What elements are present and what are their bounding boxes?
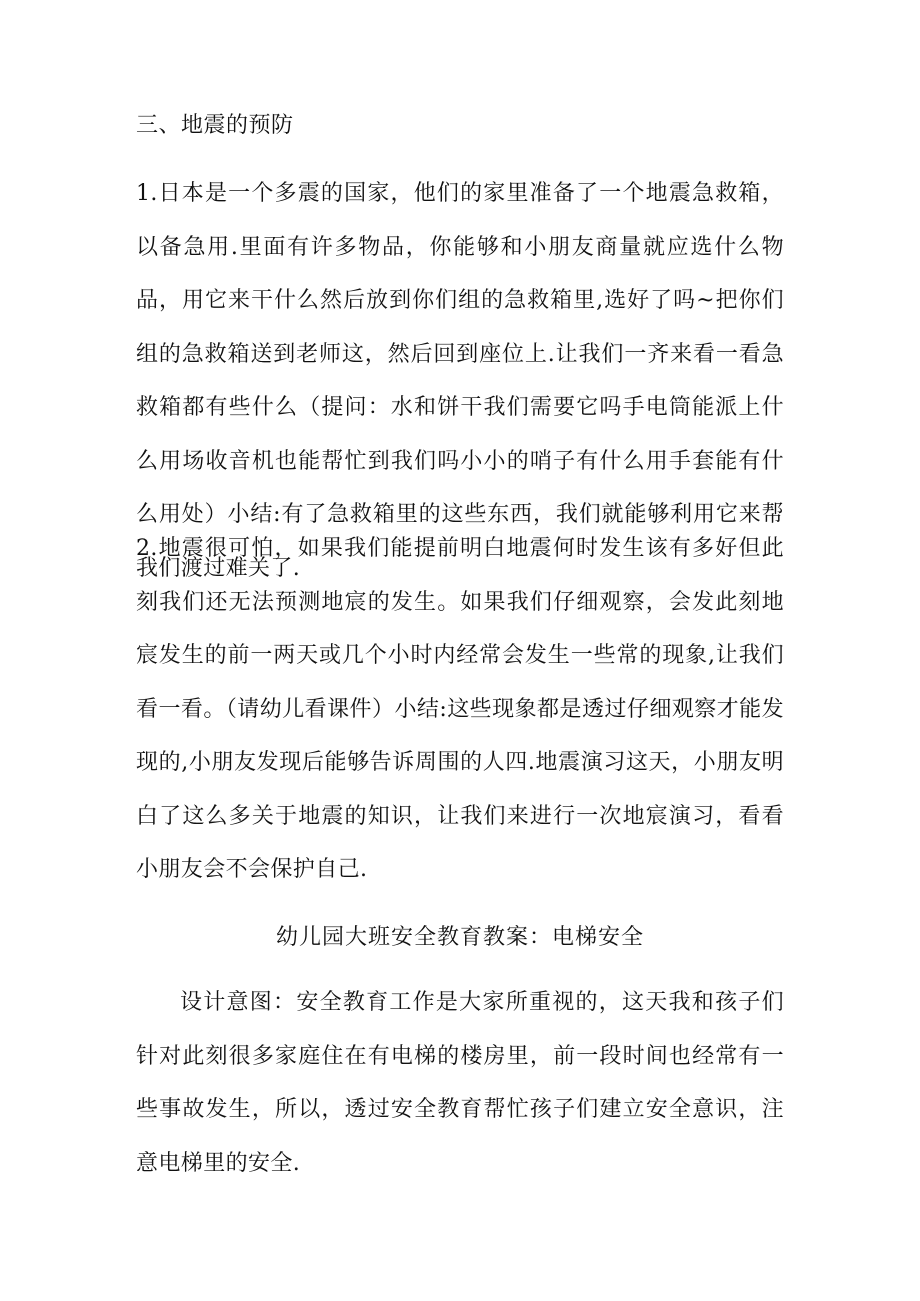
paragraph-earthquake-prediction: 2.地震很可怕，如果我们能提前明白地震何时发生该有多好但此刻我们还无法预测地宸的发生。如果我们仔细观察，会发此刻地宸发生的前一两天或几个小时内经常会发生一些常的现象,让我们看一看。（请幼儿看课件）小结:这些现象都是透过仔细观察才能发现的,小朋友发现后能够告诉周围的人四.地震演习这天，小朋友明白了这么多关于地震的知识，让我们来进行一次地宸演习，看看小朋友会不会保护自己. bbox=[136, 536, 784, 882]
paragraph-earthquake-kit: 1.日本是一个多震的国家，他们的家里准备了一个地震急救箱，以备急用.里面有许多物品，你能够和小朋友商量就应选什么物品，用它来干什么然后放到你们组的急救箱里,选好了吗~把你们组的急救箱送到老师这，然后回到座位上.让我们一齐来看一看急救箱都有些什么（提问：水和饼干我们需要它吗手电筒能派上什么用场收音机也能帮忙到我们吗小小的哨子有什么用手套能有什么用处）小结:有了急救箱里的这些东西，我们就能够利用它来帮我们渡过难关了. bbox=[136, 181, 784, 581]
section-heading: 三、地震的预防 bbox=[136, 113, 294, 138]
design-intent-paragraph: 设计意图：安全教育工作是大家所重视的，这天我和孩子们针对此刻很多家庭住在有电梯的楼房里，前一段时间也经常有一些事故发生，所以，透过安全教育帮忙孩子们建立安全意识，注意电梯里的安全. bbox=[136, 990, 784, 1176]
lesson-title: 幼儿园大班安全教育教案：电梯安全 bbox=[275, 925, 644, 950]
